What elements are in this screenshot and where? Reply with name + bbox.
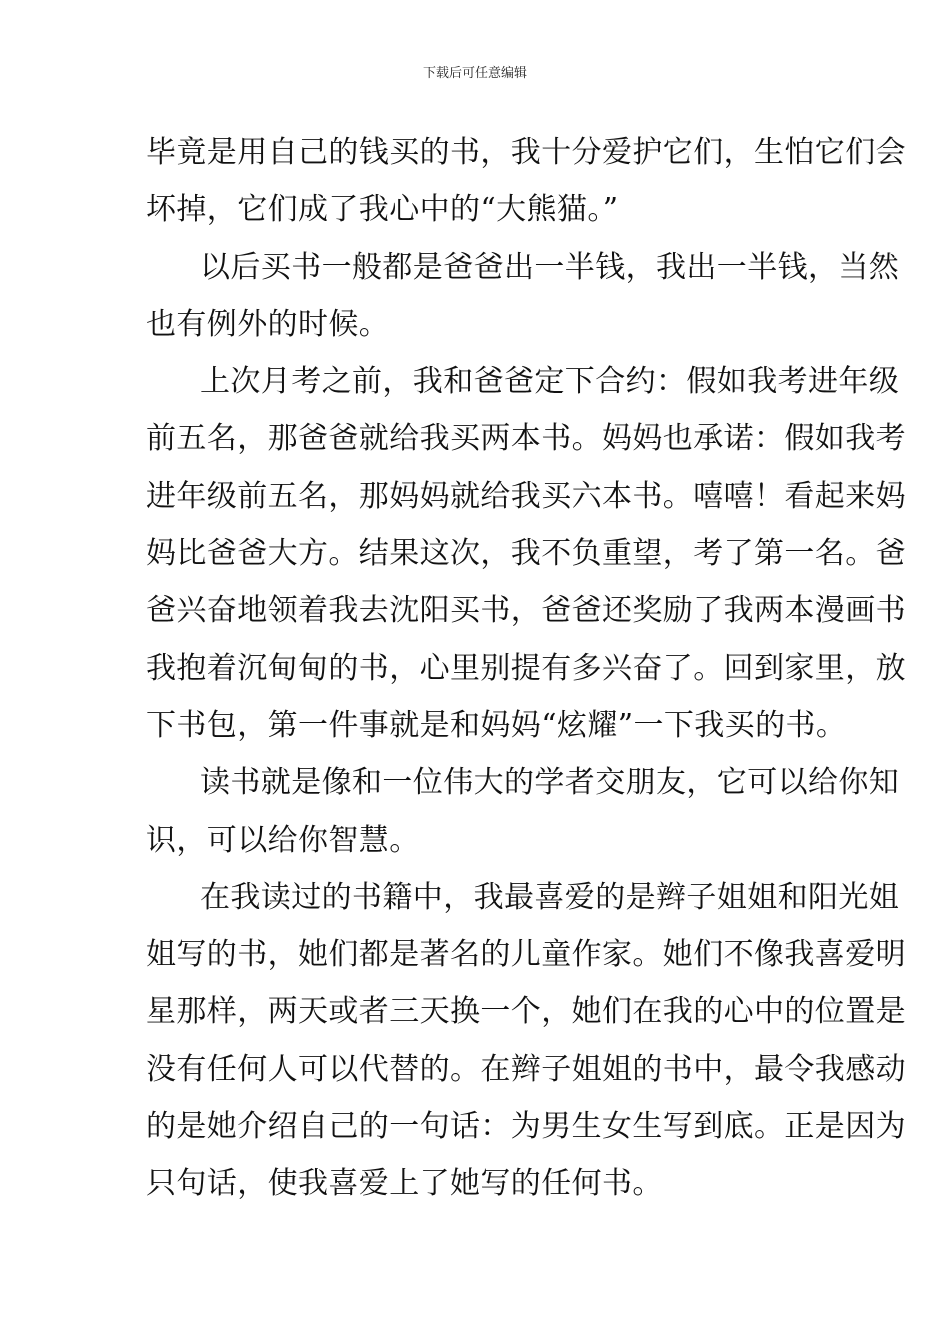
text-line: 进年级前五名，那妈妈就给我买六本书。嘻嘻！看起来妈 xyxy=(146,478,906,514)
document-body xyxy=(146,124,906,1213)
text-line: 姐写的书，她们都是著名的儿童作家。她们不像我喜爱明 xyxy=(146,937,906,973)
text-line: 毕竟是用自己的钱买的书，我十分爱护它们，生怕它们会 xyxy=(146,135,906,170)
text-line: 的是她介绍自己的一句话：为男生女生写到底。正是因为 xyxy=(146,1109,906,1145)
text-line: 识，可以给你智慧。 xyxy=(146,822,420,858)
text-line: 上次月考之前，我和爸爸定下合约：假如我考进年级 xyxy=(200,364,900,400)
page-header: 下载后可任意编辑 xyxy=(422,66,527,81)
text-line: 在我读过的书籍中，我最喜爱的是辫子姐姐和阳光姐 xyxy=(200,879,900,915)
text-line: 爸兴奋地领着我去沈阳买书，爸爸还奖励了我两本漫画书 xyxy=(146,593,906,629)
text-line: 以后买书一般都是爸爸出一半钱，我出一半钱，当然 xyxy=(200,249,900,285)
text-line: 坏掉，它们成了我心中的“大熊猫。” xyxy=(146,192,619,228)
text-line: 下书包，第一件事就是和妈妈“炫耀”一下我买的书。 xyxy=(146,707,847,743)
text-line: 读书就是像和一位伟大的学者交朋友，它可以给你知 xyxy=(200,765,900,801)
text-line: 妈比爸爸大方。结果这次，我不负重望，考了第一名。爸 xyxy=(146,536,906,572)
text-line: 只句话，使我喜爱上了她写的任何书。 xyxy=(146,1166,663,1202)
text-line: 也有例外的时候。 xyxy=(146,306,390,342)
text-line: 星那样，两天或者三天换一个，她们在我的心中的位置是 xyxy=(146,994,906,1030)
text-line: 前五名，那爸爸就给我买两本书。妈妈也承诺：假如我考 xyxy=(146,421,906,457)
text-line: 没有任何人可以代替的。在辫子姐姐的书中，最令我感动 xyxy=(146,1051,906,1087)
text-line: 我抱着沉甸甸的书，心里别提有多兴奋了。回到家里，放 xyxy=(146,650,906,686)
